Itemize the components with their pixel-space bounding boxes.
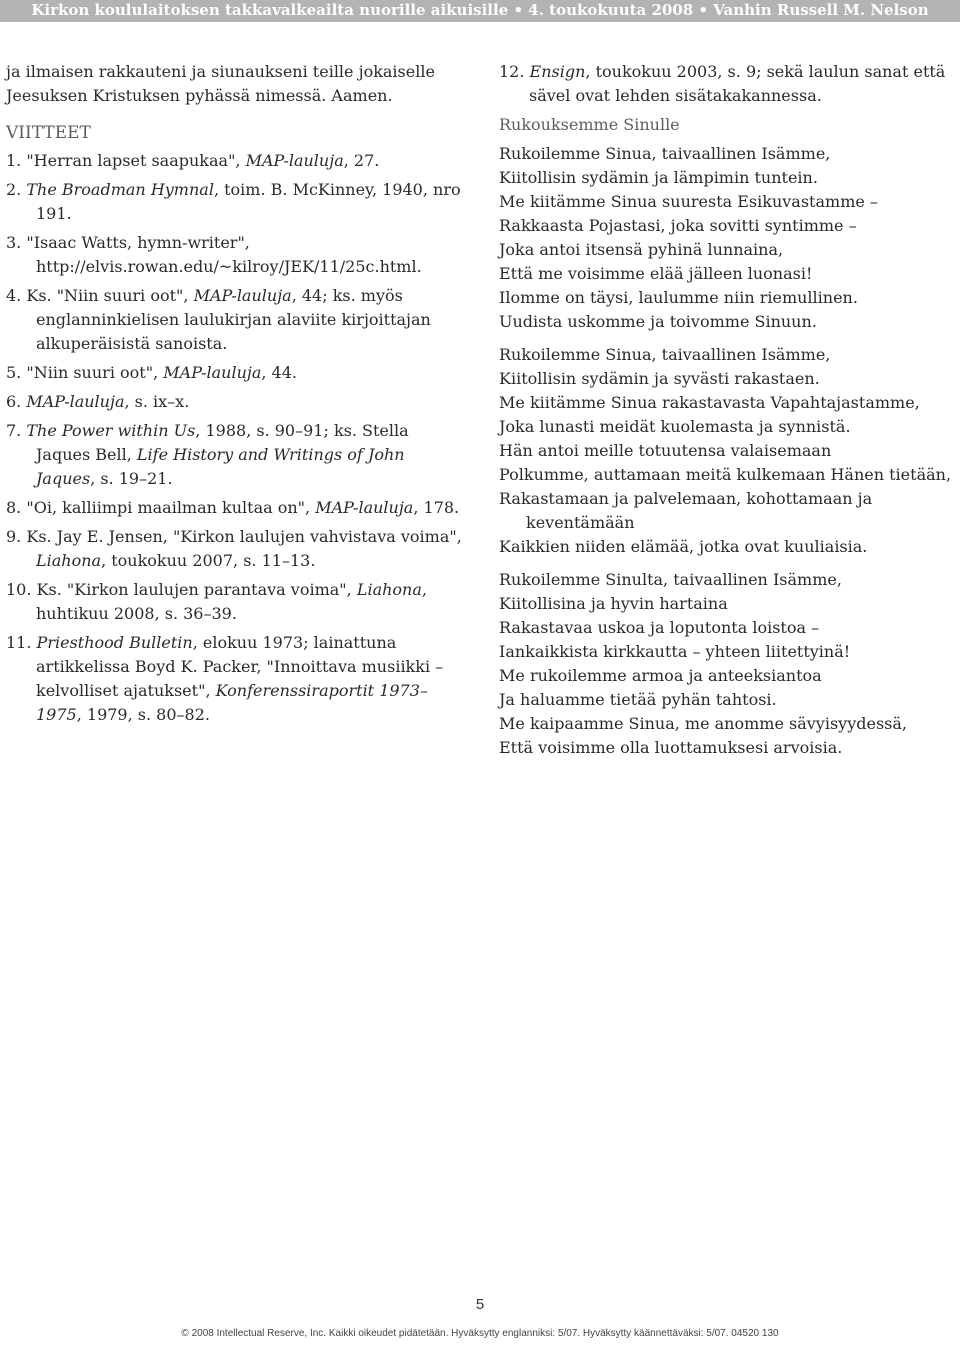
left-column (6, 60, 466, 732)
hymn-line: Uudista uskomme ja toivomme Sinuun. (499, 312, 817, 331)
footnote (6, 361, 466, 385)
footnote-title: Liahona (36, 551, 102, 570)
footnote-text: "Niin suuri oot", (26, 363, 164, 382)
footnote-title: MAP-lauluja (315, 498, 414, 517)
footnote-title: Ensign (529, 62, 586, 81)
hymn-verse (499, 343, 959, 559)
footnote (6, 419, 466, 491)
hymn-line: Ilomme on täysi, laulumme niin riemullinen. (499, 288, 858, 307)
hymn-line: Me kiitämme Sinua rakastavasta Vapahtajastamme, (499, 393, 920, 412)
hymn-line: Kiitollisin sydämin ja lämpimin tuntein. (499, 168, 818, 187)
hymn-line: Me kaipaamme Sinua, me anomme sävyisyydessä, (499, 714, 907, 733)
footnote-title: MAP-lauluja (193, 286, 292, 305)
footnote-text: , toim. B. McKinney, 1940, nro 191. (36, 180, 461, 223)
hymn-line: Me kiitämme Sinua suuresta Esikuvastamme – (499, 192, 878, 211)
hymn-line: Iankaikkista kirkkautta – yhteen liitettyinä! (499, 642, 851, 661)
footnote (6, 496, 466, 520)
footnote-title: The Power within Us (26, 421, 196, 440)
hymn-line: Joka lunasti meidät kuolemasta ja synnistä. (499, 417, 851, 436)
notes-heading: VIITTEET (6, 123, 91, 143)
footnote (499, 60, 959, 108)
hymn-lyrics (499, 142, 959, 760)
footnote-text: , 44. (261, 363, 297, 382)
footnote (6, 149, 466, 173)
footnote-number: 10. (6, 580, 32, 599)
hymn-line: Rakkaasta Pojastasi, joka sovitti syntimme – (499, 216, 857, 235)
notes-list-continued (499, 60, 959, 108)
hymn-line: Rakastavaa uskoa ja loputonta loistoa – (499, 618, 820, 637)
footnote-text: Ks. "Kirkon laulujen parantava voima", (36, 580, 357, 599)
footnote-number: 5. (6, 363, 22, 382)
footnote-number: 1. (6, 151, 22, 170)
footnote-text: , 1988, s. 90–91; ks. Stella Jaques Bell, (36, 421, 409, 464)
hymn-line: Polkumme, auttamaan meitä kulkemaan Hänen tietään, (499, 465, 952, 484)
hymn-line: Rakastamaan ja palvelemaan, kohottamaan ja keventämään (499, 489, 873, 532)
hymn-verse (499, 568, 959, 760)
running-header-text: Kirkon koululaitoksen takkavalkeailta nuorille aikuisille • 4. toukokuuta 2008 • Vanhin Russell M. Nelson (31, 1, 929, 19)
footnote (6, 525, 466, 573)
footnote-number: 12. (499, 62, 525, 81)
footnote-text: "Oi, kalliimpi maailman kultaa on", (26, 498, 316, 517)
footnote-text: Ks. Jay E. Jensen, "Kirkon laulujen vahvistava voima", (26, 527, 462, 546)
hymn-line: Me rukoilemme armoa ja anteeksiantoa (499, 666, 822, 685)
footnote-number: 6. (6, 392, 22, 411)
footnote-text: , 44; ks. myös englanninkielisen laulukirjan alaviite kirjoittajan alkuperäisistä sanoista. (36, 286, 431, 353)
hymn-line: Joka antoi itsensä pyhinä lunnaina, (499, 240, 784, 259)
hymn-line: Kiitollisin sydämin ja syvästi rakastaen. (499, 369, 820, 388)
hymn-verse (499, 142, 959, 334)
closing-paragraph: ja ilmaisen rakkauteni ja siunaukseni teille jokaiselle Jeesuksen Kristuksen pyhässä nimessä. Aamen. (6, 62, 435, 105)
hymn-line: Että voisimme olla luottamuksesi arvoisia. (499, 738, 843, 757)
hymn-line: Ja haluamme tietää pyhän tahtosi. (499, 690, 777, 709)
footnote-number: 7. (6, 421, 22, 440)
running-header (0, 0, 960, 22)
footnote (6, 390, 466, 414)
hymn-line: Rukoilemme Sinua, taivaallinen Isämme, (499, 345, 831, 364)
footnote-text: , 27. (343, 151, 380, 170)
footnote-number: 3. (6, 233, 22, 252)
hymn-line: Rukoilemme Sinulta, taivaallinen Isämme, (499, 570, 842, 589)
footnote-text: Ks. "Niin suuri oot", (26, 286, 194, 305)
page-number: 5 (475, 1296, 485, 1313)
footnote-number: 4. (6, 286, 22, 305)
footnote-title: MAP-lauluja (163, 363, 262, 382)
notes-list (6, 149, 466, 727)
hymn-line: Hän antoi meille totuutensa valaisemaan (499, 441, 832, 460)
footnote (6, 578, 466, 626)
footnote-text: "Isaac Watts, hymn-writer", http://elvis.rowan.edu/~kilroy/JEK/11/25c.html. (26, 233, 422, 276)
footnote-text: , elokuu 1973; lainattuna artikkelissa Boyd K. Packer, "Innoittava musiikki – kelvolliset ajatukset", (36, 633, 444, 700)
hymn-line: Kiitollisina ja hyvin hartaina (499, 594, 728, 613)
right-column (499, 60, 959, 769)
footnote-text: , huhtikuu 2008, s. 36–39. (36, 580, 427, 623)
footnote-title: Priesthood Bulletin (36, 633, 193, 652)
hymn-line: Kaikkien niiden elämää, jotka ovat kuuliaisia. (499, 537, 868, 556)
footnote-text: , toukokuu 2003, s. 9; sekä laulun sanat että sävel ovat lehden sisätakakannessa. (529, 62, 946, 105)
footnote-text: , toukokuu 2007, s. 11–13. (101, 551, 316, 570)
copyright-footer: © 2008 Intellectual Reserve, Inc. Kaikki oikeudet pidätetään. Hyväksytty englanniksi: 5/07. Hyväksytty käännettäväksi: 5/07. 04520 130 (181, 1328, 779, 1339)
footnote-text: "Herran lapset saapukaa", (26, 151, 246, 170)
hymn-title: Rukouksemme Sinulle (499, 115, 680, 134)
footnote-text: , 178. (413, 498, 460, 517)
hymn-line: Että me voisimme elää jälleen luonasi! (499, 264, 813, 283)
footnote (6, 284, 466, 356)
footnote (6, 178, 466, 226)
footnote-text: , s. 19–21. (90, 469, 173, 488)
footnote-title: Life History and Writings of John Jaques (36, 445, 405, 488)
footnote-title: MAP-lauluja (245, 151, 344, 170)
footnote (6, 231, 466, 279)
footnote-title: Konferenssiraportit 1973–1975 (36, 681, 428, 724)
footnote-title: The Broadman Hymnal (26, 180, 214, 199)
footnote-number: 11. (6, 633, 32, 652)
footnote-number: 8. (6, 498, 22, 517)
footnote-text: , 1979, s. 80–82. (76, 705, 210, 724)
footnote-title: MAP-lauluja (26, 392, 125, 411)
footnote-number: 2. (6, 180, 22, 199)
hymn-line: Rukoilemme Sinua, taivaallinen Isämme, (499, 144, 831, 163)
footnote-text: , s. ix–x. (124, 392, 190, 411)
footnote (6, 631, 466, 727)
footnote-number: 9. (6, 527, 22, 546)
footnote-title: Liahona (356, 580, 422, 599)
